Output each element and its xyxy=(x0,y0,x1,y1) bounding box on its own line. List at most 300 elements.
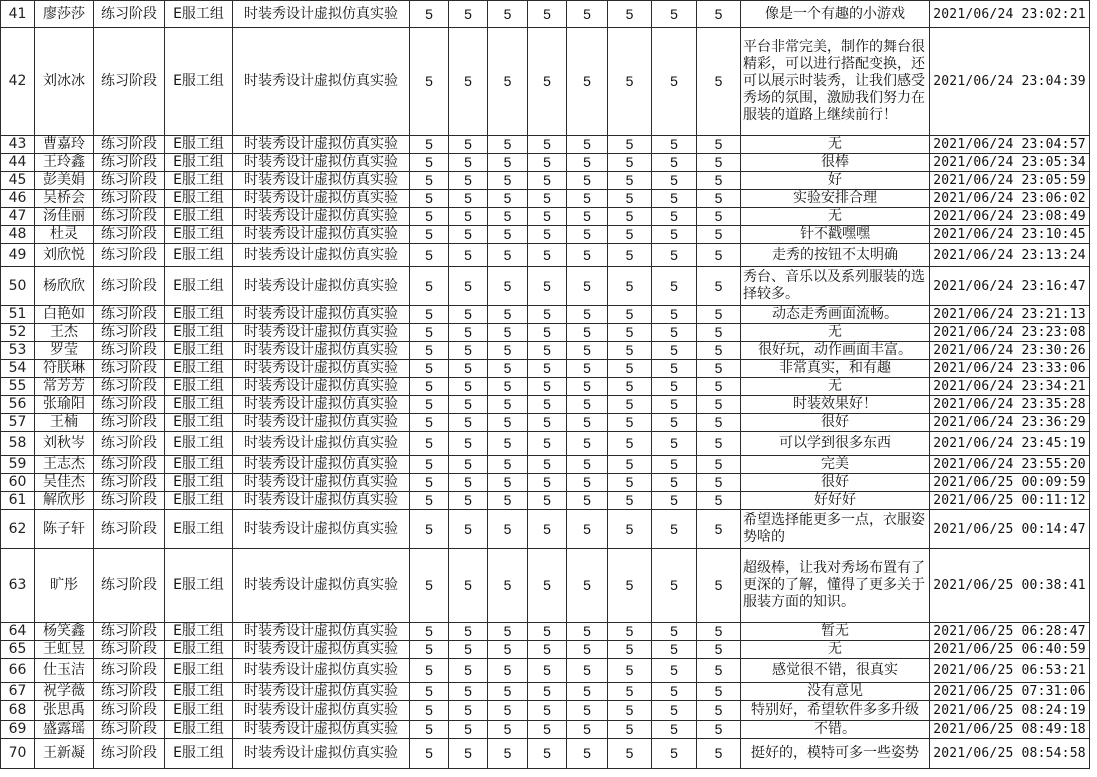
score-cell[interactable]: 5 xyxy=(608,641,652,659)
score-cell[interactable]: 5 xyxy=(697,396,741,414)
score-cell[interactable]: 5 xyxy=(652,208,697,226)
score-cell[interactable]: 5 xyxy=(697,378,741,396)
score-cell[interactable]: 5 xyxy=(652,342,697,360)
experiment-cell[interactable]: 时装秀设计虚拟仿真实验 xyxy=(233,432,410,456)
score-cell[interactable]: 5 xyxy=(410,342,449,360)
comment-cell[interactable]: 无 xyxy=(741,136,930,154)
row-number-cell[interactable]: 70 xyxy=(1,739,35,769)
group-cell[interactable]: E服工组 xyxy=(165,510,233,549)
score-cell[interactable]: 5 xyxy=(567,683,608,701)
score-cell[interactable]: 5 xyxy=(652,154,697,172)
student-name-cell[interactable]: 吴桥会 xyxy=(35,190,94,208)
score-cell[interactable]: 5 xyxy=(528,267,567,306)
table-row[interactable] xyxy=(1,414,1090,432)
comment-cell[interactable]: 很棒 xyxy=(741,154,930,172)
group-cell[interactable]: E服工组 xyxy=(165,360,233,378)
score-cell[interactable]: 5 xyxy=(488,1,528,28)
experiment-cell[interactable]: 时装秀设计虚拟仿真实验 xyxy=(233,474,410,492)
score-cell[interactable]: 5 xyxy=(410,244,449,267)
score-cell[interactable]: 5 xyxy=(410,432,449,456)
row-number-cell[interactable]: 57 xyxy=(1,414,35,432)
comment-cell[interactable]: 针不戳嘿嘿 xyxy=(741,226,930,244)
comment-cell[interactable]: 实验安排合理 xyxy=(741,190,930,208)
table-row[interactable] xyxy=(1,623,1090,641)
experiment-cell[interactable]: 时装秀设计虚拟仿真实验 xyxy=(233,492,410,510)
score-cell[interactable]: 5 xyxy=(410,396,449,414)
table-row[interactable] xyxy=(1,378,1090,396)
score-cell[interactable]: 5 xyxy=(449,623,488,641)
experiment-cell[interactable]: 时装秀设计虚拟仿真实验 xyxy=(233,342,410,360)
student-name-cell[interactable]: 吴佳杰 xyxy=(35,474,94,492)
score-cell[interactable]: 5 xyxy=(652,396,697,414)
row-number-cell[interactable]: 65 xyxy=(1,641,35,659)
row-number-cell[interactable]: 42 xyxy=(1,28,35,136)
comment-cell[interactable]: 无 xyxy=(741,378,930,396)
score-cell[interactable]: 5 xyxy=(652,306,697,324)
group-cell[interactable]: E服工组 xyxy=(165,701,233,721)
student-name-cell[interactable]: 王新凝 xyxy=(35,739,94,769)
score-cell[interactable]: 5 xyxy=(528,244,567,267)
student-name-cell[interactable]: 王虹昱 xyxy=(35,641,94,659)
student-name-cell[interactable]: 解欣彤 xyxy=(35,492,94,510)
score-cell[interactable]: 5 xyxy=(410,378,449,396)
score-cell[interactable]: 5 xyxy=(652,267,697,306)
group-cell[interactable]: E服工组 xyxy=(165,456,233,474)
score-cell[interactable]: 5 xyxy=(488,549,528,623)
score-cell[interactable]: 5 xyxy=(608,1,652,28)
score-cell[interactable]: 5 xyxy=(410,659,449,683)
score-cell[interactable]: 5 xyxy=(449,172,488,190)
score-cell[interactable]: 5 xyxy=(449,492,488,510)
stage-cell[interactable]: 练习阶段 xyxy=(94,154,165,172)
score-cell[interactable]: 5 xyxy=(567,306,608,324)
score-cell[interactable]: 5 xyxy=(697,432,741,456)
score-cell[interactable]: 5 xyxy=(697,190,741,208)
experiment-cell[interactable]: 时装秀设计虚拟仿真实验 xyxy=(233,510,410,549)
score-cell[interactable]: 5 xyxy=(488,378,528,396)
score-cell[interactable]: 5 xyxy=(449,549,488,623)
table-row[interactable] xyxy=(1,492,1090,510)
table-row[interactable] xyxy=(1,683,1090,701)
score-cell[interactable]: 5 xyxy=(410,306,449,324)
experiment-cell[interactable]: 时装秀设计虚拟仿真实验 xyxy=(233,701,410,721)
score-cell[interactable]: 5 xyxy=(528,492,567,510)
stage-cell[interactable]: 练习阶段 xyxy=(94,267,165,306)
student-name-cell[interactable]: 王杰 xyxy=(35,324,94,342)
student-name-cell[interactable]: 祝学薇 xyxy=(35,683,94,701)
score-cell[interactable]: 5 xyxy=(652,721,697,739)
comment-cell[interactable]: 非常真实，和有趣 xyxy=(741,360,930,378)
score-cell[interactable]: 5 xyxy=(488,641,528,659)
score-cell[interactable]: 5 xyxy=(697,1,741,28)
student-name-cell[interactable]: 彭美娟 xyxy=(35,172,94,190)
experiment-cell[interactable]: 时装秀设计虚拟仿真实验 xyxy=(233,190,410,208)
row-number-cell[interactable]: 52 xyxy=(1,324,35,342)
row-number-cell[interactable]: 69 xyxy=(1,721,35,739)
group-cell[interactable]: E服工组 xyxy=(165,641,233,659)
stage-cell[interactable]: 练习阶段 xyxy=(94,1,165,28)
table-row[interactable] xyxy=(1,432,1090,456)
group-cell[interactable]: E服工组 xyxy=(165,378,233,396)
score-cell[interactable]: 5 xyxy=(449,378,488,396)
score-cell[interactable]: 5 xyxy=(608,432,652,456)
score-cell[interactable]: 5 xyxy=(697,154,741,172)
stage-cell[interactable]: 练习阶段 xyxy=(94,226,165,244)
timestamp-cell[interactable]: 2021/06/24 23:34:21 xyxy=(930,378,1090,396)
group-cell[interactable]: E服工组 xyxy=(165,28,233,136)
comment-cell[interactable]: 像是一个有趣的小游戏 xyxy=(741,1,930,28)
score-cell[interactable]: 5 xyxy=(410,623,449,641)
score-cell[interactable]: 5 xyxy=(528,641,567,659)
row-number-cell[interactable]: 66 xyxy=(1,659,35,683)
group-cell[interactable]: E服工组 xyxy=(165,244,233,267)
row-number-cell[interactable]: 56 xyxy=(1,396,35,414)
score-cell[interactable]: 5 xyxy=(449,360,488,378)
comment-cell[interactable]: 很好 xyxy=(741,414,930,432)
row-number-cell[interactable]: 47 xyxy=(1,208,35,226)
timestamp-cell[interactable]: 2021/06/25 08:24:19 xyxy=(930,701,1090,721)
score-cell[interactable]: 5 xyxy=(488,306,528,324)
score-cell[interactable]: 5 xyxy=(488,190,528,208)
score-cell[interactable]: 5 xyxy=(449,342,488,360)
timestamp-cell[interactable]: 2021/06/25 07:31:06 xyxy=(930,683,1090,701)
student-name-cell[interactable]: 白艳如 xyxy=(35,306,94,324)
score-cell[interactable]: 5 xyxy=(410,510,449,549)
score-cell[interactable]: 5 xyxy=(652,456,697,474)
score-cell[interactable]: 5 xyxy=(528,208,567,226)
table-row[interactable] xyxy=(1,208,1090,226)
group-cell[interactable]: E服工组 xyxy=(165,1,233,28)
score-cell[interactable]: 5 xyxy=(488,136,528,154)
score-cell[interactable]: 5 xyxy=(449,432,488,456)
score-cell[interactable]: 5 xyxy=(608,701,652,721)
score-cell[interactable]: 5 xyxy=(488,492,528,510)
score-cell[interactable]: 5 xyxy=(410,492,449,510)
timestamp-cell[interactable]: 2021/06/25 08:49:18 xyxy=(930,721,1090,739)
score-cell[interactable]: 5 xyxy=(528,683,567,701)
score-cell[interactable]: 5 xyxy=(697,721,741,739)
experiment-cell[interactable]: 时装秀设计虚拟仿真实验 xyxy=(233,360,410,378)
timestamp-cell[interactable]: 2021/06/25 00:11:12 xyxy=(930,492,1090,510)
score-cell[interactable]: 5 xyxy=(608,492,652,510)
score-cell[interactable]: 5 xyxy=(410,267,449,306)
score-cell[interactable]: 5 xyxy=(697,414,741,432)
comment-cell[interactable]: 不错。 xyxy=(741,721,930,739)
stage-cell[interactable]: 练习阶段 xyxy=(94,414,165,432)
score-cell[interactable]: 5 xyxy=(488,226,528,244)
score-cell[interactable]: 5 xyxy=(449,324,488,342)
table-row[interactable] xyxy=(1,342,1090,360)
timestamp-cell[interactable]: 2021/06/24 23:23:08 xyxy=(930,324,1090,342)
score-cell[interactable]: 5 xyxy=(410,190,449,208)
experiment-cell[interactable]: 时装秀设计虚拟仿真实验 xyxy=(233,244,410,267)
score-cell[interactable]: 5 xyxy=(608,244,652,267)
score-cell[interactable]: 5 xyxy=(652,549,697,623)
score-cell[interactable]: 5 xyxy=(410,721,449,739)
score-cell[interactable]: 5 xyxy=(449,208,488,226)
experiment-cell[interactable]: 时装秀设计虚拟仿真实验 xyxy=(233,172,410,190)
score-cell[interactable]: 5 xyxy=(528,324,567,342)
row-number-cell[interactable]: 45 xyxy=(1,172,35,190)
score-cell[interactable]: 5 xyxy=(528,659,567,683)
score-cell[interactable]: 5 xyxy=(608,414,652,432)
comment-cell[interactable]: 可以学到很多东西 xyxy=(741,432,930,456)
score-cell[interactable]: 5 xyxy=(567,267,608,306)
group-cell[interactable]: E服工组 xyxy=(165,432,233,456)
score-cell[interactable]: 5 xyxy=(567,414,608,432)
score-cell[interactable]: 5 xyxy=(567,226,608,244)
group-cell[interactable]: E服工组 xyxy=(165,396,233,414)
score-cell[interactable]: 5 xyxy=(567,456,608,474)
score-cell[interactable]: 5 xyxy=(652,623,697,641)
table-row[interactable] xyxy=(1,739,1090,769)
student-name-cell[interactable]: 王玲鑫 xyxy=(35,154,94,172)
timestamp-cell[interactable]: 2021/06/24 23:16:47 xyxy=(930,267,1090,306)
score-cell[interactable]: 5 xyxy=(697,641,741,659)
score-cell[interactable]: 5 xyxy=(608,342,652,360)
score-cell[interactable]: 5 xyxy=(608,739,652,769)
score-cell[interactable]: 5 xyxy=(410,154,449,172)
row-number-cell[interactable]: 67 xyxy=(1,683,35,701)
score-cell[interactable]: 5 xyxy=(410,456,449,474)
timestamp-cell[interactable]: 2021/06/24 23:33:06 xyxy=(930,360,1090,378)
score-cell[interactable]: 5 xyxy=(652,190,697,208)
experiment-cell[interactable]: 时装秀设计虚拟仿真实验 xyxy=(233,456,410,474)
score-cell[interactable]: 5 xyxy=(608,324,652,342)
comment-cell[interactable]: 没有意见 xyxy=(741,683,930,701)
table-row[interactable] xyxy=(1,396,1090,414)
stage-cell[interactable]: 练习阶段 xyxy=(94,190,165,208)
score-cell[interactable]: 5 xyxy=(652,378,697,396)
stage-cell[interactable]: 练习阶段 xyxy=(94,739,165,769)
score-cell[interactable]: 5 xyxy=(449,721,488,739)
stage-cell[interactable]: 练习阶段 xyxy=(94,28,165,136)
score-cell[interactable]: 5 xyxy=(608,510,652,549)
score-cell[interactable]: 5 xyxy=(608,683,652,701)
score-cell[interactable]: 5 xyxy=(567,1,608,28)
score-cell[interactable]: 5 xyxy=(567,396,608,414)
row-number-cell[interactable]: 43 xyxy=(1,136,35,154)
score-cell[interactable]: 5 xyxy=(567,739,608,769)
row-number-cell[interactable]: 54 xyxy=(1,360,35,378)
score-cell[interactable]: 5 xyxy=(697,474,741,492)
score-cell[interactable]: 5 xyxy=(697,136,741,154)
score-cell[interactable]: 5 xyxy=(567,342,608,360)
timestamp-cell[interactable]: 2021/06/25 00:38:41 xyxy=(930,549,1090,623)
timestamp-cell[interactable]: 2021/06/25 06:28:47 xyxy=(930,623,1090,641)
score-cell[interactable]: 5 xyxy=(608,456,652,474)
score-cell[interactable]: 5 xyxy=(449,267,488,306)
score-cell[interactable]: 5 xyxy=(697,226,741,244)
score-cell[interactable]: 5 xyxy=(567,492,608,510)
stage-cell[interactable]: 练习阶段 xyxy=(94,623,165,641)
row-number-cell[interactable]: 49 xyxy=(1,244,35,267)
score-cell[interactable]: 5 xyxy=(449,701,488,721)
table-row[interactable] xyxy=(1,190,1090,208)
score-cell[interactable]: 5 xyxy=(449,456,488,474)
experiment-cell[interactable]: 时装秀设计虚拟仿真实验 xyxy=(233,136,410,154)
score-cell[interactable]: 5 xyxy=(567,244,608,267)
stage-cell[interactable]: 练习阶段 xyxy=(94,474,165,492)
score-cell[interactable]: 5 xyxy=(697,549,741,623)
table-row[interactable] xyxy=(1,456,1090,474)
score-cell[interactable]: 5 xyxy=(488,510,528,549)
comment-cell[interactable]: 挺好的，模特可多一些姿势 xyxy=(741,739,930,769)
experiment-cell[interactable]: 时装秀设计虚拟仿真实验 xyxy=(233,721,410,739)
score-cell[interactable]: 5 xyxy=(697,172,741,190)
score-cell[interactable]: 5 xyxy=(567,136,608,154)
score-cell[interactable]: 5 xyxy=(449,226,488,244)
table-row[interactable] xyxy=(1,136,1090,154)
score-cell[interactable]: 5 xyxy=(608,623,652,641)
score-cell[interactable]: 5 xyxy=(528,342,567,360)
score-cell[interactable]: 5 xyxy=(567,510,608,549)
row-number-cell[interactable]: 62 xyxy=(1,510,35,549)
score-cell[interactable]: 5 xyxy=(608,396,652,414)
stage-cell[interactable]: 练习阶段 xyxy=(94,432,165,456)
experiment-cell[interactable]: 时装秀设计虚拟仿真实验 xyxy=(233,267,410,306)
student-name-cell[interactable]: 杜灵 xyxy=(35,226,94,244)
score-cell[interactable]: 5 xyxy=(608,721,652,739)
student-name-cell[interactable]: 曹嘉玲 xyxy=(35,136,94,154)
score-cell[interactable]: 5 xyxy=(449,306,488,324)
score-cell[interactable]: 5 xyxy=(528,1,567,28)
score-cell[interactable]: 5 xyxy=(608,28,652,136)
timestamp-cell[interactable]: 2021/06/24 23:05:34 xyxy=(930,154,1090,172)
table-row[interactable] xyxy=(1,226,1090,244)
score-cell[interactable]: 5 xyxy=(488,172,528,190)
score-cell[interactable]: 5 xyxy=(608,208,652,226)
score-cell[interactable]: 5 xyxy=(449,28,488,136)
score-cell[interactable]: 5 xyxy=(528,360,567,378)
score-cell[interactable]: 5 xyxy=(697,701,741,721)
score-cell[interactable]: 5 xyxy=(449,190,488,208)
score-cell[interactable]: 5 xyxy=(449,1,488,28)
group-cell[interactable]: E服工组 xyxy=(165,226,233,244)
comment-cell[interactable]: 走秀的按钮不太明确 xyxy=(741,244,930,267)
score-cell[interactable]: 5 xyxy=(488,474,528,492)
score-cell[interactable]: 5 xyxy=(410,414,449,432)
score-cell[interactable]: 5 xyxy=(567,641,608,659)
stage-cell[interactable]: 练习阶段 xyxy=(94,324,165,342)
row-number-cell[interactable]: 48 xyxy=(1,226,35,244)
student-name-cell[interactable]: 盛露瑶 xyxy=(35,721,94,739)
score-cell[interactable]: 5 xyxy=(488,396,528,414)
row-number-cell[interactable]: 61 xyxy=(1,492,35,510)
experiment-cell[interactable]: 时装秀设计虚拟仿真实验 xyxy=(233,226,410,244)
score-cell[interactable]: 5 xyxy=(567,623,608,641)
student-name-cell[interactable]: 汤佳丽 xyxy=(35,208,94,226)
stage-cell[interactable]: 练习阶段 xyxy=(94,306,165,324)
group-cell[interactable]: E服工组 xyxy=(165,324,233,342)
row-number-cell[interactable]: 64 xyxy=(1,623,35,641)
comment-cell[interactable]: 完美 xyxy=(741,456,930,474)
score-cell[interactable]: 5 xyxy=(652,474,697,492)
score-cell[interactable]: 5 xyxy=(528,28,567,136)
student-name-cell[interactable]: 刘秋岑 xyxy=(35,432,94,456)
timestamp-cell[interactable]: 2021/06/24 23:05:59 xyxy=(930,172,1090,190)
score-cell[interactable]: 5 xyxy=(488,701,528,721)
score-cell[interactable]: 5 xyxy=(697,739,741,769)
score-cell[interactable]: 5 xyxy=(652,226,697,244)
student-name-cell[interactable]: 王志杰 xyxy=(35,456,94,474)
stage-cell[interactable]: 练习阶段 xyxy=(94,244,165,267)
score-cell[interactable]: 5 xyxy=(410,172,449,190)
table-row[interactable] xyxy=(1,172,1090,190)
score-cell[interactable]: 5 xyxy=(449,244,488,267)
score-cell[interactable]: 5 xyxy=(567,28,608,136)
score-cell[interactable]: 5 xyxy=(488,342,528,360)
score-cell[interactable]: 5 xyxy=(488,659,528,683)
row-number-cell[interactable]: 60 xyxy=(1,474,35,492)
comment-cell[interactable]: 特别好，希望软件多多升级 xyxy=(741,701,930,721)
comment-cell[interactable]: 希望选择能更多一点，衣服姿势啥的 xyxy=(741,510,930,549)
stage-cell[interactable]: 练习阶段 xyxy=(94,456,165,474)
experiment-cell[interactable]: 时装秀设计虚拟仿真实验 xyxy=(233,208,410,226)
experiment-cell[interactable]: 时装秀设计虚拟仿真实验 xyxy=(233,306,410,324)
score-cell[interactable]: 5 xyxy=(608,659,652,683)
score-cell[interactable]: 5 xyxy=(410,208,449,226)
timestamp-cell[interactable]: 2021/06/24 23:21:13 xyxy=(930,306,1090,324)
group-cell[interactable]: E服工组 xyxy=(165,172,233,190)
score-cell[interactable]: 5 xyxy=(697,510,741,549)
table-row[interactable] xyxy=(1,659,1090,683)
group-cell[interactable]: E服工组 xyxy=(165,306,233,324)
student-name-cell[interactable]: 刘冰冰 xyxy=(35,28,94,136)
stage-cell[interactable]: 练习阶段 xyxy=(94,641,165,659)
score-cell[interactable]: 5 xyxy=(608,549,652,623)
timestamp-cell[interactable]: 2021/06/24 23:13:24 xyxy=(930,244,1090,267)
table-row[interactable] xyxy=(1,360,1090,378)
group-cell[interactable]: E服工组 xyxy=(165,623,233,641)
score-cell[interactable]: 5 xyxy=(410,739,449,769)
table-row[interactable] xyxy=(1,324,1090,342)
comment-cell[interactable]: 好好好 xyxy=(741,492,930,510)
student-name-cell[interactable]: 符朕琳 xyxy=(35,360,94,378)
row-number-cell[interactable]: 55 xyxy=(1,378,35,396)
comment-cell[interactable]: 感觉很不错，很真实 xyxy=(741,659,930,683)
score-cell[interactable]: 5 xyxy=(488,683,528,701)
score-cell[interactable]: 5 xyxy=(608,136,652,154)
score-cell[interactable]: 5 xyxy=(697,324,741,342)
student-name-cell[interactable]: 罗莹 xyxy=(35,342,94,360)
stage-cell[interactable]: 练习阶段 xyxy=(94,510,165,549)
score-cell[interactable]: 5 xyxy=(488,623,528,641)
score-cell[interactable]: 5 xyxy=(410,28,449,136)
table-row[interactable] xyxy=(1,1,1090,28)
score-cell[interactable]: 5 xyxy=(652,739,697,769)
experiment-cell[interactable]: 时装秀设计虚拟仿真实验 xyxy=(233,154,410,172)
group-cell[interactable]: E服工组 xyxy=(165,659,233,683)
score-cell[interactable]: 5 xyxy=(410,136,449,154)
score-cell[interactable]: 5 xyxy=(488,267,528,306)
score-cell[interactable]: 5 xyxy=(449,414,488,432)
experiment-cell[interactable]: 时装秀设计虚拟仿真实验 xyxy=(233,739,410,769)
score-cell[interactable]: 5 xyxy=(488,456,528,474)
stage-cell[interactable]: 练习阶段 xyxy=(94,492,165,510)
score-cell[interactable]: 5 xyxy=(488,208,528,226)
score-cell[interactable]: 5 xyxy=(652,324,697,342)
timestamp-cell[interactable]: 2021/06/25 06:53:21 xyxy=(930,659,1090,683)
score-cell[interactable]: 5 xyxy=(449,641,488,659)
score-cell[interactable]: 5 xyxy=(697,360,741,378)
score-cell[interactable]: 5 xyxy=(567,701,608,721)
stage-cell[interactable]: 练习阶段 xyxy=(94,549,165,623)
score-cell[interactable]: 5 xyxy=(608,190,652,208)
experiment-cell[interactable]: 时装秀设计虚拟仿真实验 xyxy=(233,28,410,136)
score-cell[interactable]: 5 xyxy=(567,190,608,208)
table-row[interactable] xyxy=(1,641,1090,659)
